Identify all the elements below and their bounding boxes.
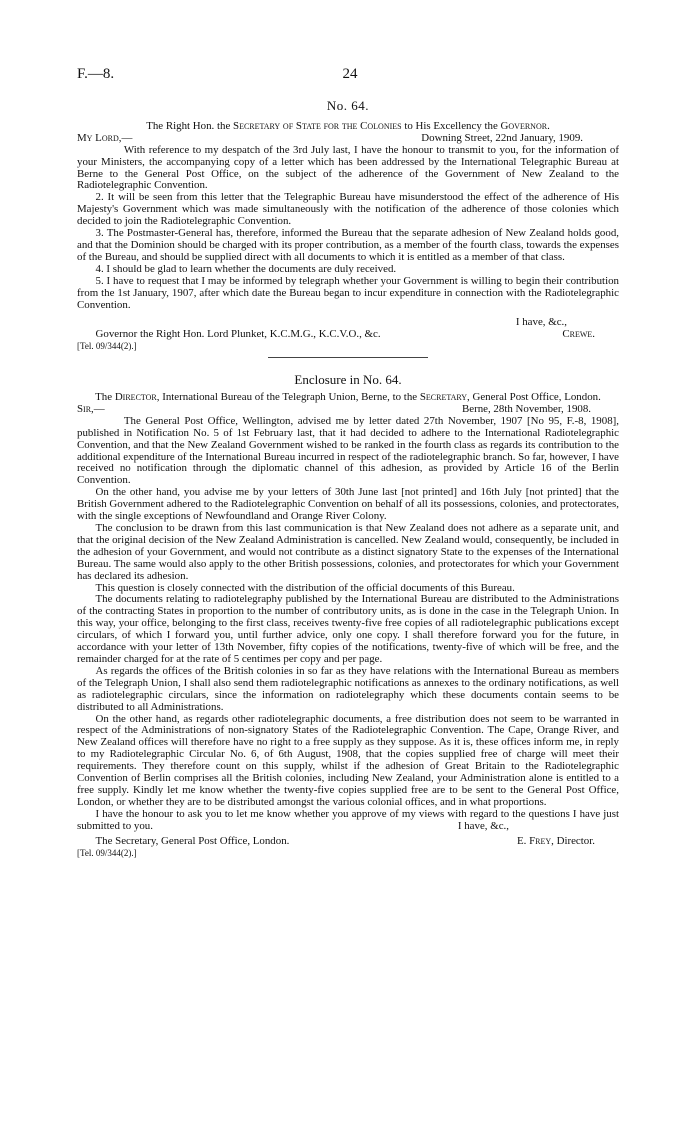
paragraph: This question is closely connected with the distribution of the official documents of this Bureau. — [95, 581, 515, 594]
page-number: 24 — [342, 66, 358, 82]
sender-title: Director — [114, 391, 157, 404]
from-to-text: , International Bureau of the Telegraph Union, Berne, to the — [156, 391, 420, 404]
from-to-text: , General Post Office, London. — [467, 391, 601, 404]
from-to-text: The Right Hon. the — [146, 119, 234, 132]
salutation: My Lord,— — [77, 131, 133, 144]
recipient-title: Secretary — [419, 391, 468, 404]
enclosure-title: Enclosure in No. 64. — [294, 372, 402, 388]
signature-name: E. Frey — [516, 835, 552, 848]
paragraph: The conclusion to be drawn from this last communication is that New Zealand does not adhere as a separate unit, and that the original decision of the New Zealand Administration is cancelled. New Zealand would, consequently, be included in the adhesion of your Government, and would not contribute as a distinct signatory State to the expenses of the International Bureau. The same would also apply to the other British possessions, colonies, and protectorates for which your Government has declared its adhesion. — [77, 522, 619, 582]
address-date: Berne, 28th November, 1908. — [461, 402, 591, 415]
paragraph: As regards the offices of the British colonies in so far as they have relations with the International Bureau as members of the Telegraph Union, I shall also send them radiotelegraphic notifications as annexes to the ordinary notifications, as well as radiotelegraphic circulars, since the information on radiotelegraphy which these documents contain seems to be distributed to all Administrations. — [77, 664, 619, 713]
document-body — [77, 100, 619, 860]
series-label: F.—8. — [77, 66, 115, 82]
paragraph: 4. I should be glad to learn whether the documents are duly received. — [95, 262, 397, 275]
closing: I have, &c., — [457, 819, 509, 832]
addressee-row — [77, 329, 619, 341]
paragraph: 5. I have to request that I may be informed by telegraph whether your Government is willing to begin their contribution from the 1st January, 1907, after which date the Bureau began to incur expenditure in connection with the Radiotelegraphic Convention. — [77, 274, 619, 311]
paragraph: The General Post Office, Wellington, advised me by letter dated 27th November, 1907 [No 95, F.-8, 1908], published in Notification No. 5 of 1st February last, that it had decided to adhere to the International Radiotelegraphic Convention, and that the New Zealand Government wished to be ranked in the fourth class as regards its contribution to the additional expenditure of the International Bureau incurred in respect of the radiotelegraphic branch. So far, however, I have received no notification through the diplomatic channel of this adhesion, as provided by Article 16 of the Berlin Convention. — [77, 414, 619, 487]
from-to-text: The — [95, 391, 115, 404]
paragraph: The documents relating to radiotelegraphy published by the International Bureau are distributed to the Administrations of the contracting States in proportion to the number of contributory units, as is done in the case in the Telegraph Union. In this way, your office, belonging to the first class, receives twenty-five free copies of all radiotelegraphic publications except circulars, of which I forward you, until further advice, only one copy. I shall therefore forward you for the future, in accordance with your letter of 13th November, fifty copies of the notifications, twenty-five of which will be free, and the remainder charged for at the rate of 5 centimes per copy and per page. — [77, 593, 619, 665]
telegram-reference: [Tel. 09/344(2).] — [77, 341, 137, 352]
salutation: Sir,— — [77, 402, 105, 415]
address-date: Downing Street, 22nd January, 1909. — [421, 131, 583, 144]
signature: Crewe. — [562, 328, 595, 341]
paragraph: On the other hand, as regards other radiotelegraphic documents, a free distribution does not seem to be warranted in respect of the Administrations of non-signatory States of the Radiotelegraphic Convention. The Cape, Orange River, and New Zealand offices will therefore have no right to a free supply as they suppose. As it is, these offices inform me, in reply to my Radiotelegraphic Circular No. 6, of 6th August, 1908, that the copies supplied free of charge will meet their requirements. They therefore count on this supply, whilst if the adhesion of Great Britain to the Radiotelegraphic Convention of Berlin comprises all the British colonies, including New Zealand, your Administration alone is entitled to a free supply. Kindly let me know whether the twenty-five copies supplied free are to be sent to the General Post Office, London, or whether they are to be distributed amongst the various colonial offices, and in what proportions. — [77, 712, 619, 808]
telegram-reference: [Tel. 09/344(2).] — [77, 848, 137, 859]
paragraph: With reference to my despatch of the 3rd July last, I have the honour to transmit to you, for the information of your Ministers, the accompanying copy of a letter which has been addressed by the International Telegraphic Bureau at Berne to the General Post Office, on the subject of the adherence of the Government of New Zealand to the Radiotelegraphic Convention. — [77, 143, 619, 192]
signature — [517, 836, 595, 848]
letter-number: No. 64. — [326, 98, 370, 113]
salutation-row — [77, 133, 619, 145]
addressee-row — [77, 836, 619, 848]
closing: I have, &c., — [515, 316, 567, 329]
sender-title: Secretary of State for the Colonies — [233, 119, 402, 132]
recipient-title: Governor. — [500, 119, 550, 132]
addressee: Governor the Right Hon. Lord Plunket, K.C.M.G., K.C.V.O., &c. — [95, 328, 381, 341]
paragraph: 3. The Postmaster-General has, therefore, informed the Bureau that the separate adhesion of New Zealand holds good, and that the Dominion should be charged with its proper contribution, as a member of the fourth class, towards the expenses of the Bureau, and should be supplied direct with all documents to which it is entitled as a member of that class. — [77, 227, 619, 263]
signature-title: , Director. — [551, 835, 595, 848]
paragraph: On the other hand, you advise me by your letters of 30th June last [not printed] and 16th July [not printed] that the British Government adhered to the Radiotelegraphic Convention on behalf of all its possessions, colonies, and protectorates, with the single exceptions of Newfoundland and Orange River Colony. — [77, 486, 619, 523]
from-to-text: to His Excellency the — [401, 119, 501, 132]
paragraph: I have the honour to ask you to let me know whether you approve of my views with regard to the questions I have just submitted to you. — [77, 807, 619, 832]
section-divider — [268, 357, 428, 358]
addressee: The Secretary, General Post Office, London. — [95, 835, 290, 848]
paragraph: 2. It will be seen from this letter that the Telegraphic Bureau have misunderstood the effect of the adherence of His Majesty's Government which was made simultaneously with the notification of the adherence of those colonies which decided to join the Radiotelegraphic Convention. — [77, 191, 619, 228]
